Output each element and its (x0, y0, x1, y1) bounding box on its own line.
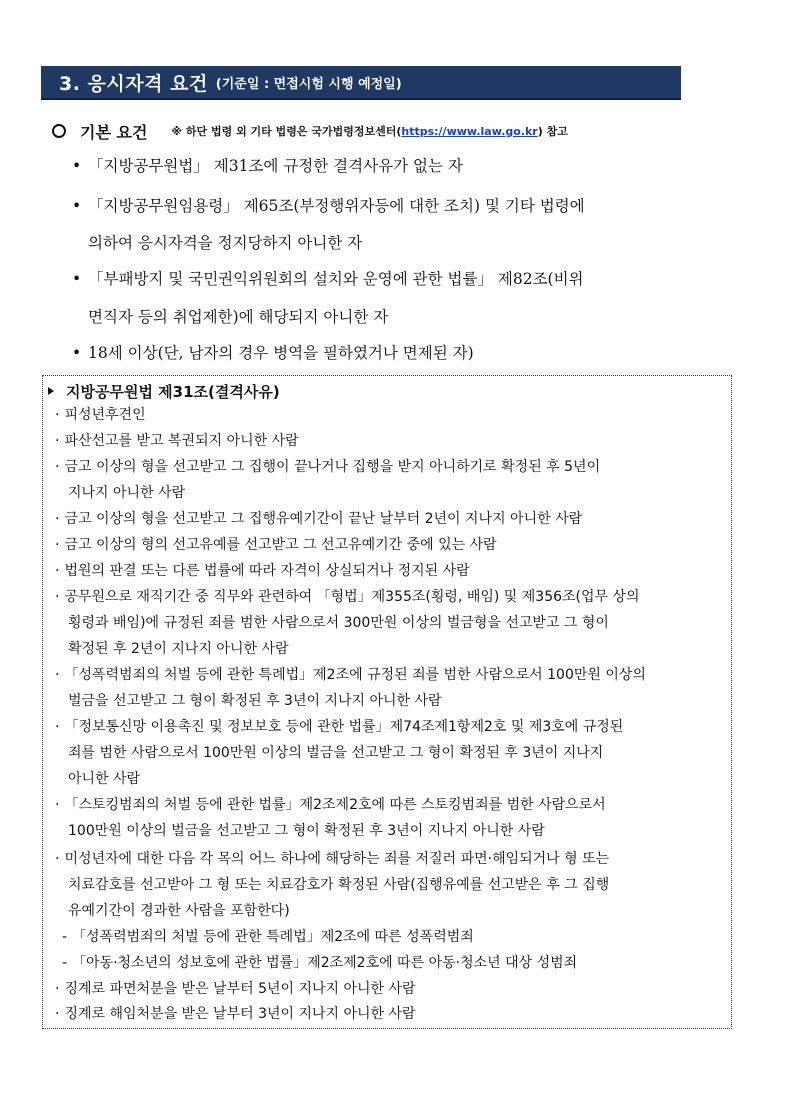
law-item: · 공무원으로 재직기간 중 직무와 관련하여 「형법」제355조(횡령, 배임) 및 제356조(업무 상의 (55, 586, 727, 608)
bullet-icon: • (72, 270, 82, 288)
law-item-text: 법원의 판결 또는 다른 법률에 따라 자격이 상실되거나 정지된 사람 (64, 563, 470, 579)
law-item-text: 금고 이상의 형을 선고받고 그 집행유예기간이 끝난 날부터 2년이 지나지 아니한 사람 (64, 511, 583, 527)
bullet-icon: • (72, 197, 82, 215)
law-item-cont: 치료감호를 선고받아 그 형 또는 치료감호가 확정된 사람(집행유예를 선고받은 후 그 집행 (68, 877, 610, 893)
requirement-1 (72, 155, 712, 177)
law-item-text: 징계로 파면처분을 받은 날부터 5년이 지나지 아니한 사람 (64, 981, 416, 997)
section-title: 3. 응시자격 요건 (59, 72, 208, 95)
law-item-cont: 100만원 이상의 벌금을 선고받고 그 형이 확정된 후 3년이 지나지 아니한 사람 (68, 823, 545, 839)
law-subitem: - 「성폭력범죄의 처벌 등에 관한 특례법」제2조에 따른 성폭력범죄 (62, 926, 734, 948)
law-item-cont: 지나지 아니한 사람 (68, 485, 186, 501)
requirement-text: 「지방공무원임용령」 제65조(부정행위자등에 대한 조치) 및 기타 법령에 (88, 197, 585, 215)
law-item-text: 공무원으로 재직기간 중 직무와 관련하여 「형법」제355조(횡령, 배임) 및 제356조(업무 상의 (64, 589, 640, 605)
section-subtitle: (기준일 : 면접시험 시행 예정일) (215, 76, 402, 92)
law-item-text: 「스토킹범죄의 처벌 등에 관한 법률」제2조제2호에 따른 스토킹범죄를 범한 사람으로서 (64, 797, 606, 813)
law-item: · 「정보통신망 이용촉진 및 정보보호 등에 관한 법률」제74조제1항제2호 및 제3호에 규정된 (55, 716, 727, 738)
law-item: · 「스토킹범죄의 처벌 등에 관한 법률」제2조제2호에 따른 스토킹범죄를 범한 사람으로서 (55, 794, 727, 816)
law-title-text: 지방공무원법 제31조(결격사유) (66, 382, 280, 401)
law-subitem-text: 「아동·청소년의 성보호에 관한 법률」제2조제2호에 따른 아동·청소년 대상 성범죄 (72, 955, 578, 971)
law-item: · 법원의 판결 또는 다른 법률에 따라 자격이 상실되거나 정지된 사람 (55, 560, 727, 582)
law-item-cont: 벌금을 선고받고 그 형이 확정된 후 3년이 지나지 아니한 사람 (68, 693, 442, 709)
law-item-cont: 유예기간이 경과한 사람을 포함한다) (68, 903, 290, 919)
requirement-text: 「부패방지 및 국민권익위원회의 설치와 운영에 관한 법률」 제82조(비위 (88, 270, 584, 288)
basic-note-end: ) 참고 (537, 125, 568, 138)
law-subitem-text: 「성폭력범죄의 처벌 등에 관한 특례법」제2조에 따른 성폭력범죄 (72, 929, 474, 945)
requirement-2 (72, 195, 712, 217)
bullet-icon: • (72, 157, 82, 175)
law-item: · 금고 이상의 형을 선고받고 그 집행이 끝나거나 집행을 받지 아니하기로 확정된 후 5년이 (55, 456, 727, 478)
law-item: · 피성년후견인 (55, 404, 727, 426)
law-item-cont: 죄를 범한 사람으로서 100만원 이상의 벌금을 선고받고 그 형이 확정된 후 3년이 지나지 (68, 745, 604, 761)
section-header (41, 66, 681, 100)
law-title (48, 380, 280, 402)
law-item-text: 금고 이상의 형의 선고유예를 선고받고 그 선고유예기간 중에 있는 사람 (64, 537, 497, 553)
law-item: · 파산선고를 받고 복권되지 아니한 사람 (55, 430, 727, 452)
law-item-text: 금고 이상의 형을 선고받고 그 집행이 끝나거나 집행을 받지 아니하기로 확정된 후 5년이 (64, 459, 601, 475)
law-item-text: 파산선고를 받고 복권되지 아니한 사람 (64, 433, 299, 449)
law-item: · 징계로 해임처분을 받은 날부터 3년이 지나지 아니한 사람 (55, 1003, 727, 1025)
requirement-text: 18세 이상(단, 남자의 경우 병역을 필하였거나 면제된 자) (88, 344, 474, 362)
law-item-text: 피성년후견인 (64, 407, 146, 423)
law-item: · 미성년자에 대한 다음 각 목의 어느 하나에 해당하는 죄를 저질러 파면·해임되거나 형 또는 (55, 848, 727, 870)
law-item-cont: 횡령과 배임)에 규정된 죄를 범한 사람으로서 300만원 이상의 벌금형을 선고받고 그 형이 (68, 615, 609, 631)
law-item: · 「성폭력범죄의 처벌 등에 관한 특례법」제2조에 규정된 죄를 범한 사람으로서 100만원 이상의 (55, 664, 727, 686)
law-item-cont: 아니한 사람 (68, 771, 141, 787)
triangle-bullet-icon (48, 387, 54, 395)
law-item-text: 「성폭력범죄의 처벌 등에 관한 특례법」제2조에 규정된 죄를 범한 사람으로서 100만원 이상의 (64, 667, 646, 683)
law-item: · 징계로 파면처분을 받은 날부터 5년이 지나지 아니한 사람 (55, 978, 727, 1000)
circle-bullet-icon (52, 124, 66, 138)
law-item-cont: 확정된 후 2년이 지나지 아니한 사람 (68, 641, 289, 657)
law-item-text: 징계로 해임처분을 받은 날부터 3년이 지나지 아니한 사람 (64, 1006, 416, 1022)
requirement-4 (72, 342, 712, 364)
bullet-icon: • (72, 344, 82, 362)
basic-title: 기본 요건 (80, 122, 148, 142)
requirement-3-cont: 면직자 등의 취업제한)에 해당되지 아니한 자 (88, 308, 389, 326)
requirement-2-cont: 의하여 응시자격을 정지당하지 아니한 자 (88, 234, 363, 252)
law-item: · 금고 이상의 형을 선고받고 그 집행유예기간이 끝난 날부터 2년이 지나지 아니한 사람 (55, 508, 727, 530)
law-subitem: - 「아동·청소년의 성보호에 관한 법률」제2조제2호에 따른 아동·청소년 대상 성범죄 (62, 952, 734, 974)
requirement-3 (72, 268, 712, 290)
law-item-text: 미성년자에 대한 다음 각 목의 어느 하나에 해당하는 죄를 저질러 파면·해임되거나 형 또는 (64, 851, 610, 867)
law-item: · 금고 이상의 형의 선고유예를 선고받고 그 선고유예기간 중에 있는 사람 (55, 534, 727, 556)
requirement-text: 「지방공무원법」 제31조에 규정한 결격사유가 없는 자 (88, 157, 463, 175)
basic-note: ※ 하단 법령 외 기타 법령은 국가법령정보센터( (171, 125, 402, 138)
basic-requirements-heading (52, 120, 752, 142)
law-item-text: 「정보통신망 이용촉진 및 정보보호 등에 관한 법률」제74조제1항제2호 및 제3호에 규정된 (64, 719, 624, 735)
law-center-link[interactable]: https://www.law.go.kr (401, 124, 538, 138)
